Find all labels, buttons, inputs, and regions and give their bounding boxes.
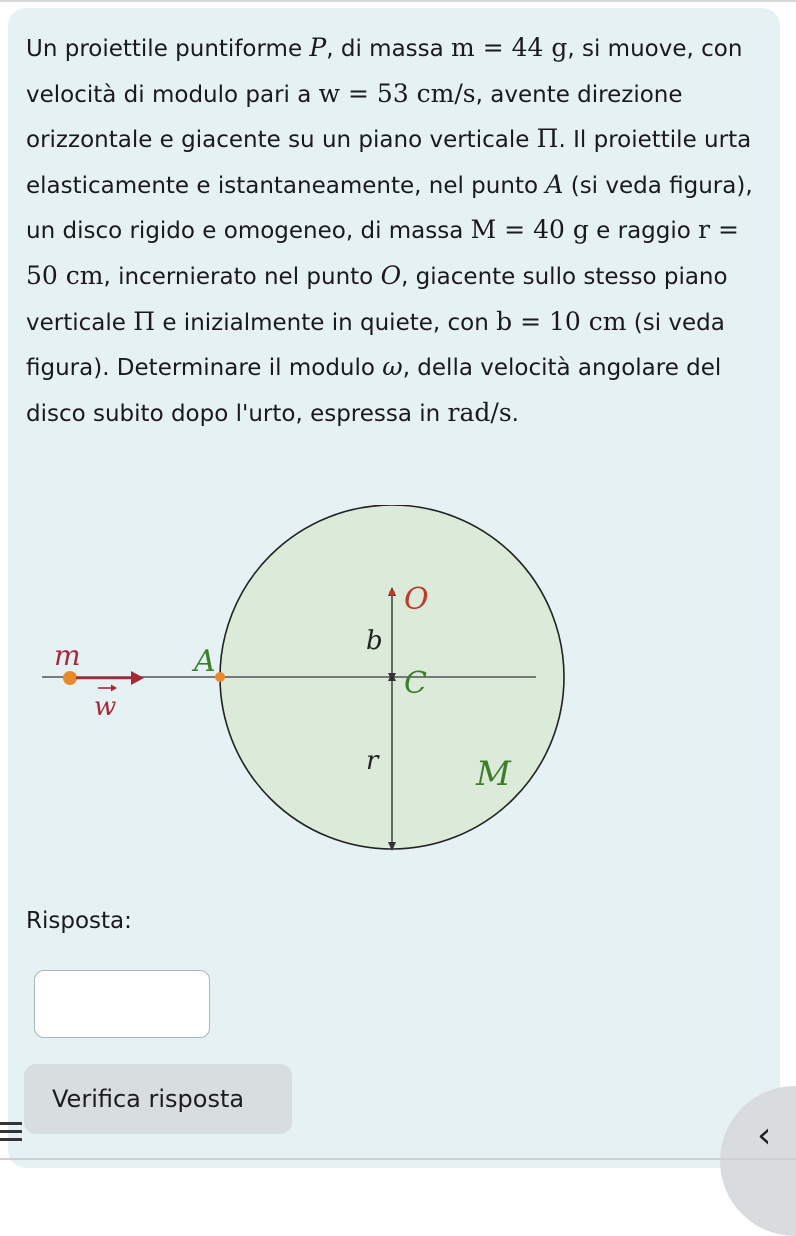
label-O: O: [404, 582, 429, 617]
vector-mark-head: [111, 685, 117, 692]
mass-M-expression: M = 40 g: [470, 215, 589, 245]
velocity-arrowhead: [131, 671, 144, 685]
label-C: C: [404, 666, 427, 701]
answer-label: Risposta:: [26, 908, 132, 934]
label-r: r: [366, 746, 379, 776]
label-m: m: [54, 639, 81, 672]
top-divider: [0, 0, 796, 2]
label-b: b: [366, 626, 383, 656]
chevron-left-icon[interactable]: ‹: [757, 1115, 772, 1156]
velocity-w-expression: w = 53 cm/s: [318, 78, 476, 108]
verify-answer-button[interactable]: Verifica risposta: [24, 1064, 292, 1134]
hamburger-icon[interactable]: [0, 1122, 24, 1142]
radius-r-expression: r = 50 cm: [26, 215, 739, 290]
answer-input[interactable]: [34, 970, 210, 1038]
label-A: A: [194, 644, 216, 679]
distance-b-expression: b = 10 cm: [496, 306, 627, 336]
projectile-dot: [63, 671, 77, 685]
mass-m-expression: m = 44 g: [451, 33, 568, 62]
label-w: w: [94, 692, 117, 722]
unit-rad-s: rad/s: [447, 397, 512, 427]
label-M: M: [476, 754, 511, 794]
point-O: [389, 590, 395, 596]
point-A: [215, 672, 225, 682]
physics-figure: [0, 505, 796, 865]
bottom-divider: [0, 1158, 796, 1160]
problem-text: Un proiettile puntiforme P, di massa m = 44 g, si muove, con velocità di modulo pari a w = 53 cm/s, avente direzione orizzontale e giacente su un piano verticale Π. Il proiettile urta elasticamente e istantaneamente, nel punto A (si veda figura), un disco rigido e omogeneo, di massa M = 40 g e raggio r = 50 cm, incernierato nel punto O, giacente sullo stesso piano verticale Π e inizialmente in quiete, con b = 10 cm (si veda figura). Determinare il modulo ω, della velocità angolare del disco subito dopo l'urto, espressa in rad/s.: [26, 33, 753, 427]
